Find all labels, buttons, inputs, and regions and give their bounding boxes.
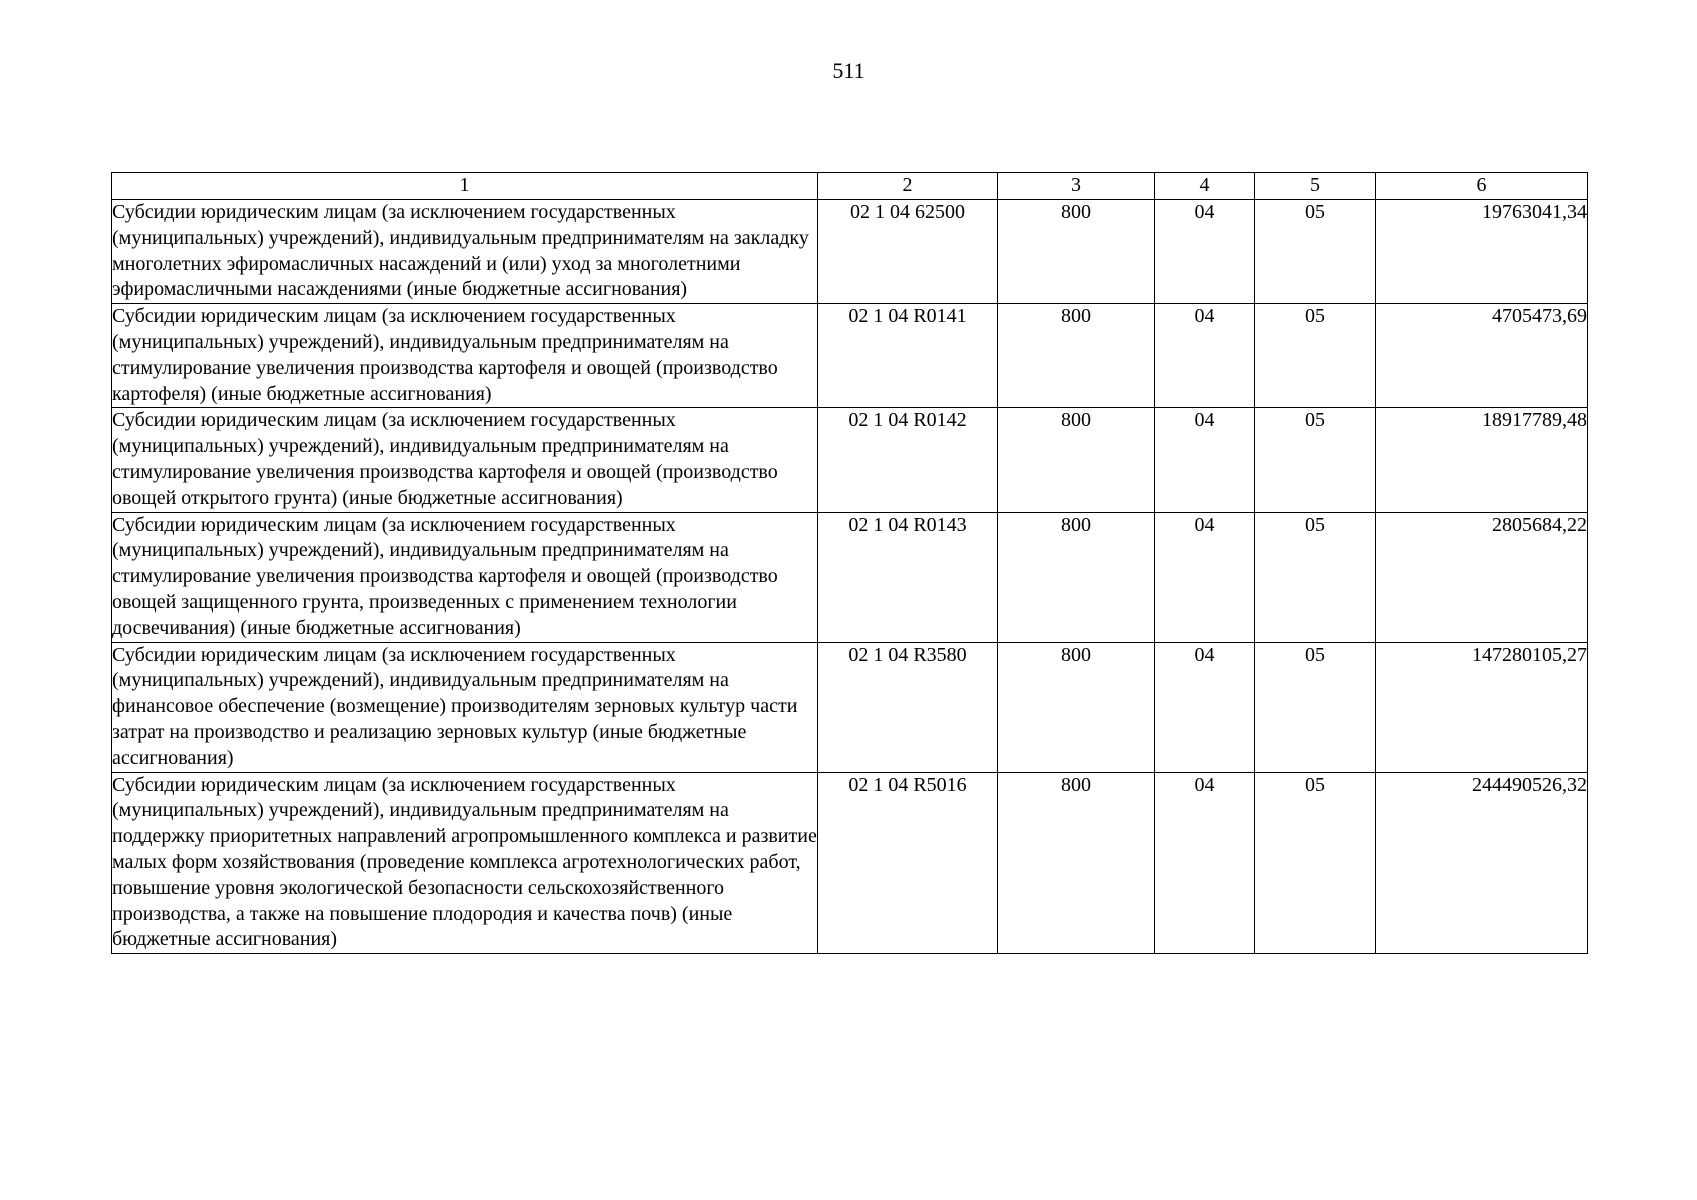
column-header-3: 3 <box>998 173 1155 200</box>
table-row <box>112 642 1588 772</box>
row-col4: 04 <box>1155 642 1255 772</box>
row-col4: 04 <box>1155 408 1255 512</box>
row-description: Субсидии юридическим лицам (за исключением государственных (муниципальных) учреждений), индивидуальным предпринимателям на стимулирование увеличения производства картофеля и овощей (производство овощей открытого грунта) (иные бюджетные ассигнования) <box>112 408 818 512</box>
row-col3: 800 <box>998 642 1155 772</box>
row-col3: 800 <box>998 772 1155 954</box>
row-col4: 04 <box>1155 304 1255 408</box>
row-col5: 05 <box>1255 512 1376 642</box>
table-row <box>112 772 1588 954</box>
column-header-1: 1 <box>112 173 818 200</box>
row-col5: 05 <box>1255 642 1376 772</box>
column-header-4: 4 <box>1155 173 1255 200</box>
row-description: Субсидии юридическим лицам (за исключением государственных (муниципальных) учреждений), индивидуальным предпринимателям на стимулирование увеличения производства картофеля и овощей (производство овощей защищенного грунта, произведенных с применением технологии досвечивания) (иные бюджетные ассигнования) <box>112 512 818 642</box>
row-amount: 2805684,22 <box>1376 512 1588 642</box>
row-amount: 18917789,48 <box>1376 408 1588 512</box>
row-col4: 04 <box>1155 200 1255 304</box>
column-header-5: 5 <box>1255 173 1376 200</box>
row-code: 02 1 04 R5016 <box>818 772 998 954</box>
row-col5: 05 <box>1255 304 1376 408</box>
row-code: 02 1 04 R0142 <box>818 408 998 512</box>
table-row <box>112 512 1588 642</box>
row-col3: 800 <box>998 304 1155 408</box>
row-description: Субсидии юридическим лицам (за исключением государственных (муниципальных) учреждений), индивидуальным предпринимателям на закладку многолетних эфиромасличных насаждений и (или) уход за многолетними эфиромасличными насаждениями (иные бюджетные ассигнования) <box>112 200 818 304</box>
row-description: Субсидии юридическим лицам (за исключением государственных (муниципальных) учреждений), индивидуальным предпринимателям на стимулирование увеличения производства картофеля и овощей (производство картофеля) (иные бюджетные ассигнования) <box>112 304 818 408</box>
row-col3: 800 <box>998 408 1155 512</box>
column-header-2: 2 <box>818 173 998 200</box>
row-col3: 800 <box>998 512 1155 642</box>
row-description: Субсидии юридическим лицам (за исключением государственных (муниципальных) учреждений), индивидуальным предпринимателям на поддержку приоритетных направлений агропромышленного комплекса и развитие малых форм хозяйствования (проведение комплекса агротехнологических работ, повышение уровня экологической безопасности сельскохозяйственного производства, а также на повышение плодородия и качества почв) (иные бюджетные ассигнования) <box>112 772 818 954</box>
row-code: 02 1 04 62500 <box>818 200 998 304</box>
header-row <box>112 173 1588 200</box>
row-col5: 05 <box>1255 772 1376 954</box>
row-description: Субсидии юридическим лицам (за исключением государственных (муниципальных) учреждений), индивидуальным предпринимателям на финансовое обеспечение (возмещение) производителям зерновых культур части затрат на производство и реализацию зерновых культур (иные бюджетные ассигнования) <box>112 642 818 772</box>
row-col5: 05 <box>1255 200 1376 304</box>
table-row <box>112 304 1588 408</box>
row-col3: 800 <box>998 200 1155 304</box>
row-code: 02 1 04 R3580 <box>818 642 998 772</box>
row-col4: 04 <box>1155 772 1255 954</box>
column-header-6: 6 <box>1376 173 1588 200</box>
row-amount: 19763041,34 <box>1376 200 1588 304</box>
row-amount: 147280105,27 <box>1376 642 1588 772</box>
row-code: 02 1 04 R0143 <box>818 512 998 642</box>
table-row <box>112 200 1588 304</box>
row-col4: 04 <box>1155 512 1255 642</box>
table-row <box>112 408 1588 512</box>
budget-table <box>111 172 1588 954</box>
row-col5: 05 <box>1255 408 1376 512</box>
row-amount: 244490526,32 <box>1376 772 1588 954</box>
page-number: 511 <box>832 58 865 83</box>
row-code: 02 1 04 R0141 <box>818 304 998 408</box>
row-amount: 4705473,69 <box>1376 304 1588 408</box>
